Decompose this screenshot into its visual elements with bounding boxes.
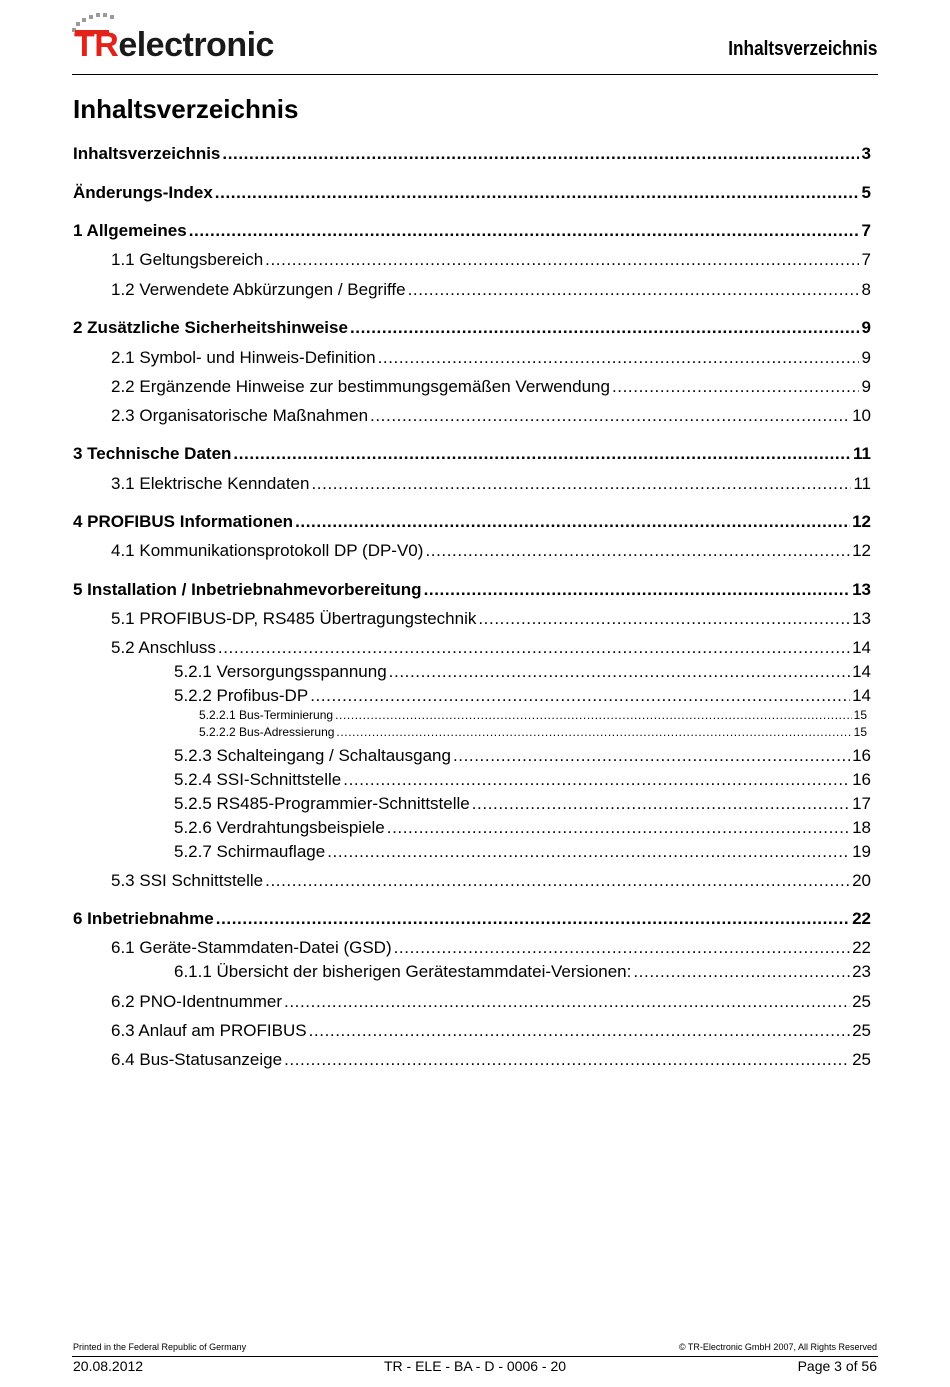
toc-entry[interactable] — [73, 318, 871, 338]
toc-leader-dots — [265, 871, 850, 891]
toc-leader-dots — [387, 818, 850, 838]
toc-entry[interactable] — [111, 938, 871, 958]
toc-entry-title: 4 PROFIBUS Informationen — [73, 512, 294, 531]
toc-entry[interactable] — [174, 842, 871, 862]
toc-leader-dots — [284, 992, 850, 1012]
toc-leader-dots — [222, 144, 859, 164]
toc-entry[interactable] — [73, 221, 871, 241]
toc-leader-dots — [633, 962, 850, 982]
toc-entry-title: 5.2.4 SSI-Schnittstelle — [174, 770, 342, 789]
toc-entry-title: 4.1 Kommunikationsprotokoll DP (DP-V0) — [111, 541, 424, 560]
toc-entry-title: 3.1 Elektrische Kenndaten — [111, 474, 310, 493]
logo-tr: TR — [74, 26, 119, 64]
toc-entry[interactable] — [111, 541, 871, 561]
toc-entry-page: 22 — [852, 938, 871, 957]
toc-entry-page: 11 — [853, 444, 871, 463]
toc-entry-title: 6.4 Bus-Statusanzeige — [111, 1050, 283, 1069]
toc-leader-dots — [295, 512, 850, 532]
toc-leader-dots — [310, 686, 850, 706]
toc-leader-dots — [327, 842, 850, 862]
toc-entry-page: 13 — [852, 580, 871, 599]
toc-leader-dots — [265, 250, 859, 270]
toc-entry-page: 14 — [852, 638, 871, 657]
toc-entry-page: 10 — [852, 406, 871, 425]
toc-entry-page: 9 — [861, 348, 871, 367]
toc-entry-title: 2 Zusätzliche Sicherheitshinweise — [73, 318, 348, 337]
toc-entry[interactable] — [111, 250, 871, 270]
toc-leader-dots — [453, 746, 850, 766]
toc-entry-title: 5.2.2.1 Bus-Terminierung — [199, 708, 334, 722]
toc-entry-title: 6.1 Geräte-Stammdaten-Datei (GSD) — [111, 938, 392, 957]
toc-leader-dots — [425, 541, 850, 561]
toc-entry[interactable] — [111, 1021, 871, 1041]
footer-copyright: © TR-Electronic GmbH 2007, All Rights Reserved — [678, 1342, 877, 1352]
toc-entry[interactable] — [174, 662, 871, 682]
toc-entry[interactable] — [73, 183, 871, 203]
toc-leader-dots — [189, 221, 859, 241]
toc-entry-title: 5.3 SSI Schnittstelle — [111, 871, 264, 890]
toc-entry-title: 5.2.6 Verdrahtungsbeispiele — [174, 818, 385, 837]
toc-leader-dots — [215, 183, 859, 203]
toc-entry[interactable] — [73, 144, 871, 164]
toc-entry-title: 2.1 Symbol- und Hinweis-Definition — [111, 348, 376, 367]
toc-entry[interactable] — [199, 725, 867, 739]
toc-leader-dots — [408, 280, 859, 300]
toc-leader-dots — [336, 725, 851, 739]
toc-entry-page: 9 — [861, 377, 871, 396]
toc-entry-title: Inhaltsverzeichnis — [73, 144, 221, 163]
toc-entry-page: 12 — [852, 512, 871, 531]
footer-printed-note: Printed in the Federal Republic of Germany — [73, 1342, 247, 1352]
toc-entry-title: 5.2.5 RS485-Programmier-Schnittstelle — [174, 794, 470, 813]
toc-leader-dots — [216, 909, 850, 929]
toc-leader-dots — [478, 609, 850, 629]
toc-leader-dots — [472, 794, 850, 814]
toc-entry-title: 5.2.2.2 Bus-Adressierung — [199, 725, 335, 739]
toc-leader-dots — [370, 406, 850, 426]
toc-entry-page: 25 — [852, 992, 871, 1011]
toc-entry-page: 12 — [852, 541, 871, 560]
toc-entry-title: 6 Inbetriebnahme — [73, 909, 214, 928]
toc-leader-dots — [424, 580, 851, 600]
toc-leader-dots — [218, 638, 850, 658]
toc-entry-page: 16 — [852, 770, 871, 789]
toc-entry-page: 18 — [852, 818, 871, 837]
toc-entry[interactable] — [73, 580, 871, 600]
toc-entry-title: 5.2.3 Schalteingang / Schaltausgang — [174, 746, 451, 765]
toc-entry-title: 6.2 PNO-Identnummer — [111, 992, 283, 1011]
footer-date: 20.08.2012 — [73, 1358, 144, 1374]
toc-entry-title: 1 Allgemeines — [73, 221, 187, 240]
toc-entry[interactable] — [111, 377, 871, 397]
footer-divider — [72, 1356, 878, 1357]
toc-entry-title: 2.2 Ergänzende Hinweise zur bestimmungsgemäßen Verwendung — [111, 377, 610, 396]
toc-entry[interactable] — [174, 746, 871, 766]
toc-entry-page: 11 — [853, 474, 871, 493]
toc-entry-title: 5.2 Anschluss — [111, 638, 216, 657]
toc-entry[interactable] — [73, 909, 871, 929]
toc-leader-dots — [335, 708, 852, 722]
toc-entry-page: 7 — [861, 250, 871, 269]
toc-entry-page: 7 — [861, 221, 871, 240]
toc-entry-page: 17 — [852, 794, 871, 813]
toc-leader-dots — [378, 348, 859, 368]
toc-entry[interactable] — [111, 609, 871, 629]
toc-entry-title: 5.2.2 Profibus-DP — [174, 686, 309, 705]
toc-leader-dots — [612, 377, 859, 397]
toc-entry-title: 5.2.1 Versorgungsspannung — [174, 662, 387, 681]
toc-leader-dots — [343, 770, 850, 790]
logo-electronic: electronic — [118, 26, 274, 64]
toc-entry-title: 1.1 Geltungsbereich — [111, 250, 264, 269]
header-section-title: Inhaltsverzeichnis — [727, 38, 877, 60]
toc-leader-dots — [311, 474, 851, 494]
footer-doc-number: TR - ELE - BA - D - 0006 - 20 — [383, 1358, 567, 1374]
toc-entry[interactable] — [111, 348, 871, 368]
toc-entry-page: 8 — [861, 280, 871, 299]
toc-entry[interactable] — [111, 406, 871, 426]
toc-entry-page: 3 — [861, 144, 871, 163]
toc-leader-dots — [350, 318, 859, 338]
toc-leader-dots — [309, 1021, 850, 1041]
toc-entry-page: 20 — [852, 871, 871, 890]
toc-entry-page: 9 — [861, 318, 871, 337]
toc-entry[interactable] — [174, 962, 871, 982]
toc-entry[interactable] — [111, 280, 871, 300]
toc-entry-title: 5 Installation / Inbetriebnahmevorbereitung — [73, 580, 422, 599]
toc-entry[interactable] — [199, 708, 867, 722]
toc-entry-page: 25 — [852, 1050, 871, 1069]
toc-entry[interactable] — [111, 1050, 871, 1070]
toc-entry[interactable] — [111, 992, 871, 1012]
toc-entry-page: 23 — [852, 962, 871, 981]
toc-entry-title: 5.1 PROFIBUS-DP, RS485 Übertragungstechnik — [111, 609, 477, 628]
toc-entry[interactable] — [174, 770, 871, 790]
toc-entry-page: 5 — [861, 183, 871, 202]
toc-entry[interactable] — [174, 686, 871, 706]
toc-entry[interactable] — [174, 794, 871, 814]
toc-entry-title: 6.1.1 Übersicht der bisherigen Gerätestammdatei-Versionen: — [174, 962, 632, 981]
header-divider — [72, 74, 878, 75]
logo-wordmark — [74, 26, 274, 65]
toc-entry-page: 16 — [852, 746, 871, 765]
toc-leader-dots — [389, 662, 850, 682]
toc-entry-page: 25 — [852, 1021, 871, 1040]
toc-entry-title: 3 Technische Daten — [73, 444, 232, 463]
toc-entry[interactable] — [73, 444, 871, 464]
toc-entry-page: 15 — [853, 708, 867, 722]
toc-entry-page: 19 — [852, 842, 871, 861]
toc-entry-title: 1.2 Verwendete Abkürzungen / Begriffe — [111, 280, 406, 299]
footer-page-number: Page 3 of 56 — [797, 1358, 877, 1374]
toc-entry-title: 5.2.7 Schirmauflage — [174, 842, 326, 861]
toc-entry[interactable] — [111, 474, 871, 494]
toc-leader-dots — [233, 444, 851, 464]
toc-entry-title: 6.3 Anlauf am PROFIBUS — [111, 1021, 307, 1040]
toc-entry-title: 2.3 Organisatorische Maßnahmen — [111, 406, 369, 425]
toc-entry[interactable] — [111, 638, 871, 658]
toc-leader-dots — [394, 938, 850, 958]
toc-entry-title: Änderungs-Index — [73, 183, 213, 202]
toc-entry-page: 14 — [852, 686, 871, 705]
toc-entry-page: 13 — [852, 609, 871, 628]
toc-entry-page: 22 — [852, 909, 871, 928]
page-title: Inhaltsverzeichnis — [73, 94, 299, 124]
toc-entry[interactable] — [111, 871, 871, 891]
toc-entry-page: 14 — [852, 662, 871, 681]
toc-leader-dots — [284, 1050, 850, 1070]
toc-entry-page: 15 — [853, 725, 867, 739]
toc-entry[interactable] — [73, 512, 871, 532]
toc-entry[interactable] — [174, 818, 871, 838]
